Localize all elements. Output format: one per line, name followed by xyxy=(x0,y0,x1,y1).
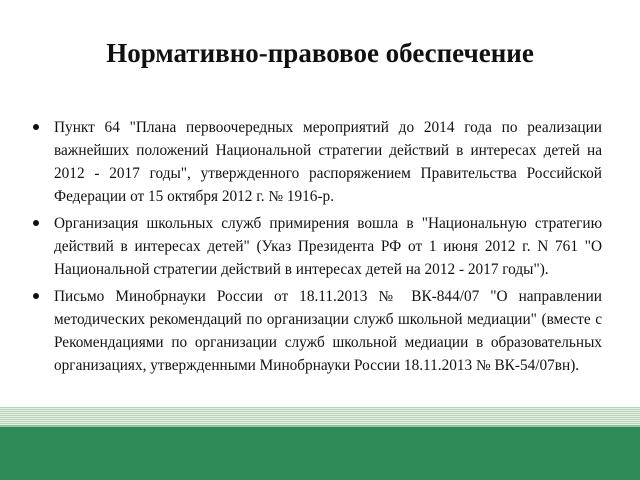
bullet-item xyxy=(30,212,602,281)
bullet-dot-icon xyxy=(33,220,39,226)
bullet-text: Организация школьных служб примирения вошла в "Национальную стратегию действий в интересах детей" (Указ Президента РФ от 1 июня 2012 г. N 761 "О Национальной стратегии действий в интересах детей на 2012 - 2017 годы"). xyxy=(54,215,602,278)
bullet-list xyxy=(30,116,602,381)
bullet-dot-icon xyxy=(33,293,39,299)
slide-title: Нормативно-правовое обеспечение xyxy=(106,38,534,68)
footer-green-bar xyxy=(0,427,640,480)
bullet-text: Письмо Минобрнауки России от 18.11.2013 № ВК-844/07 "О направлении методических рекомендаций по организации служб школьной медиации" (вместе с Рекомендациями по организации служб школьной медиации в образовательных организациях, утвержденными Минобрнауки России 18.11.2013 № ВК-54/07вн). xyxy=(54,288,602,374)
bullet-item xyxy=(30,116,602,208)
bullet-text: Пункт 64 "Плана первоочередных мероприятий до 2014 года по реализации важнейших положений Национальной стратегии действий в интересах детей на 2012 - 2017 годы", утвержденного распоряжением Правительства Российской Федерации от 15 октября 2012 г. № 1916-р. xyxy=(54,119,602,205)
decorative-stripe-band xyxy=(0,407,640,427)
bullet-item xyxy=(30,285,602,377)
bullet-dot-icon xyxy=(33,124,39,130)
